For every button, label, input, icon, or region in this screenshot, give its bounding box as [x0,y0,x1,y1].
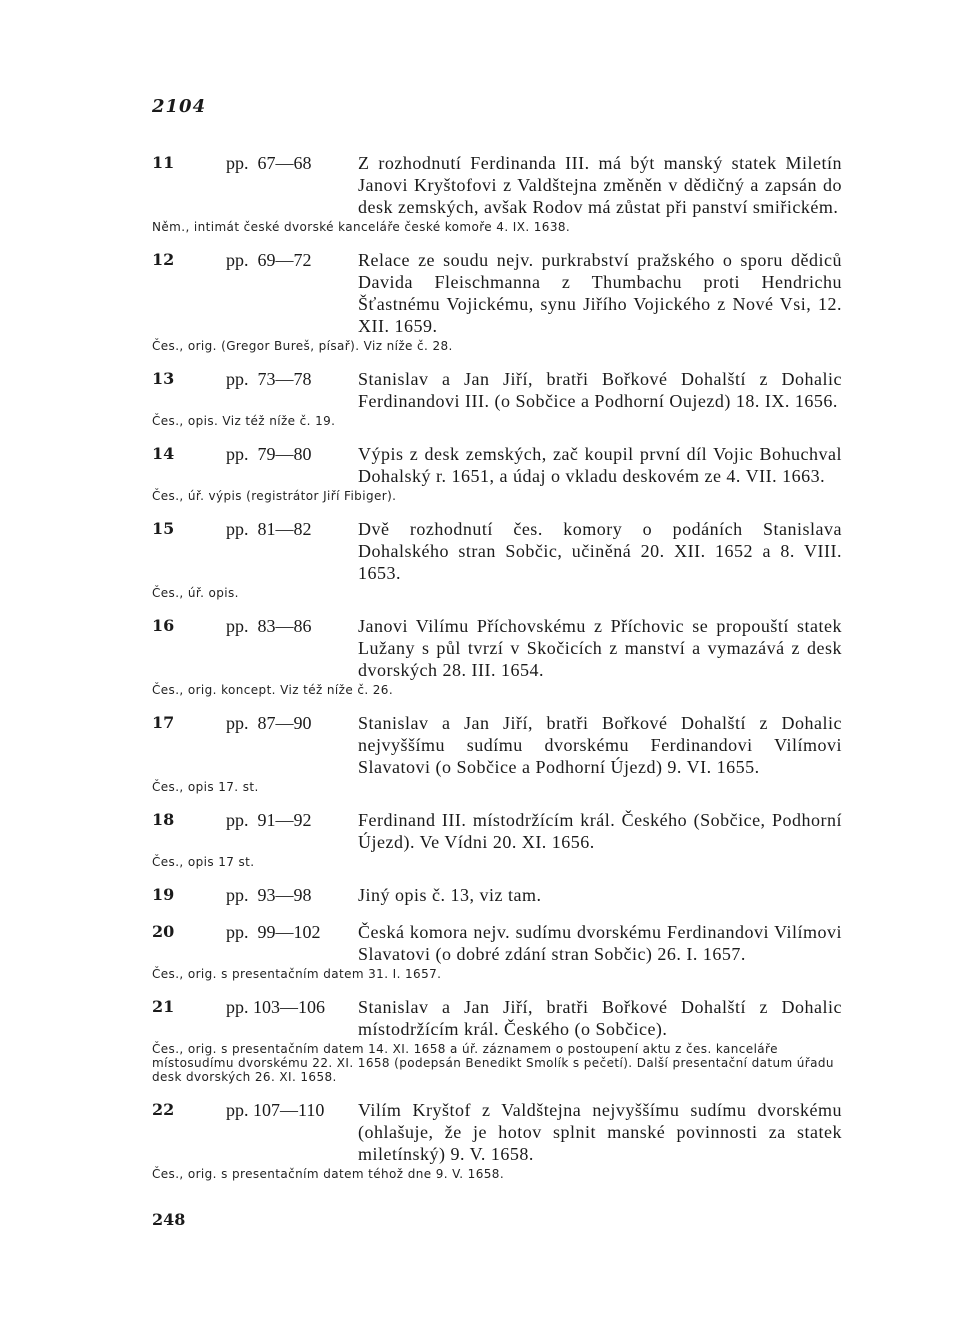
catalog-entry [152,518,842,600]
catalog-entry [152,443,842,503]
catalog-entry [152,368,842,428]
entry-source-note: Čes., opis 17. st. [152,780,259,794]
entry-pages: pp. 67—68 [226,153,312,173]
entry-row [152,712,842,778]
entry-number: 16 [152,616,175,635]
page-header-number: 2104 [152,96,207,117]
entry-pages: pp. 99—102 [226,922,321,942]
entry-row [152,443,842,487]
entry-description: Vilím Kryštof z Valdštejna nejvyššímu sudímu dvorskému (ohlašuje, že je hotov splnit manské povinnosti za statek miletínský) 9. V. 1658. [358,1100,842,1164]
entry-number: 13 [152,369,175,388]
entry-row [152,809,842,853]
catalog-entry [152,712,842,794]
entry-row [152,152,842,218]
entry-row [152,1099,842,1165]
entry-number: 12 [152,250,175,269]
entry-source-note: Čes., úř. opis. [152,586,239,600]
entry-source-note: Čes., opis 17 st. [152,855,255,869]
entry-pages: pp. 69—72 [226,250,312,270]
catalog-entry [152,884,842,906]
entry-description: Ferdinand III. místodržícím král. Českého (Sobčice, Podhorní Újezd). Ve Vídni 20. XI. 1656. [358,810,842,852]
catalog-entry [152,996,842,1084]
entry-pages: pp. 83—86 [226,616,312,636]
catalog-entry [152,1099,842,1181]
entry-pages: pp. 87—90 [226,713,312,733]
entry-number: 22 [152,1100,175,1119]
entry-pages: pp. 93—98 [226,885,312,905]
entry-source-note: Čes., orig. koncept. Viz též níže č. 26. [152,683,394,697]
entry-list [152,152,842,1196]
entry-pages: pp. 107—110 [226,1100,325,1120]
entry-description: Z rozhodnutí Ferdinanda III. má být manský statek Miletín Janovi Kryštofovi z Valdštejna změněn v dědičný a zapsán do desk zemských, avšak Rodov má zůstat při panství smiřickém. [358,153,842,217]
entry-number: 14 [152,444,175,463]
entry-row [152,615,842,681]
entry-source-note: Čes., orig. (Gregor Bureš, písař). Viz níže č. 28. [152,339,453,353]
entry-pages: pp. 91—92 [226,810,312,830]
entry-row [152,249,842,337]
page-footer-number: 248 [152,1210,186,1229]
entry-source-note: Čes., orig. s presentačním datem 31. I. 1657. [152,967,442,981]
entry-description: Jiný opis č. 13, viz tam. [358,885,542,905]
catalog-entry [152,249,842,353]
entry-row [152,884,842,906]
entry-description: Výpis z desk zemských, zač koupil první díl Vojic Bohuchval Dohalský r. 1651, a údaj o vkladu deskovém ze 4. VII. 1663. [358,444,842,486]
entry-row [152,996,842,1040]
entry-description: Stanislav a Jan Jiří, bratři Bořkové Dohalští z Dohalic nejvyššímu sudímu dvorskému Ferdinandovi Vilímovi Slavatovi (o Sobčice a Podhorní Újezd) 9. VI. 1655. [358,713,842,777]
catalog-entry [152,921,842,981]
entry-description: Česká komora nejv. sudímu dvorskému Ferdinandovi Vilímovi Slavatovi (o dobré zdání stran Sobčic) 26. I. 1657. [358,922,842,964]
catalog-entry [152,809,842,869]
catalog-entry [152,615,842,697]
entry-row [152,518,842,584]
entry-pages: pp. 73—78 [226,369,312,389]
entry-row [152,368,842,412]
entry-source-note: Čes., orig. s presentačním datem téhož dne 9. V. 1658. [152,1167,505,1181]
entry-number: 20 [152,922,175,941]
entry-number: 18 [152,810,175,829]
entry-number: 21 [152,997,175,1016]
entry-row [152,921,842,965]
entry-pages: pp. 103—106 [226,997,325,1017]
entry-number: 19 [152,885,175,904]
entry-description: Relace ze soudu nejv. purkrabství pražského o sporu dědiců Davida Fleischmanna z Thumbachu proti Hendrichu Šťastnému Vojickému, synu Jiřího Vojického z Nové Vsi, 12. XII. 1659. [358,250,842,336]
entry-number: 11 [152,153,175,172]
entry-pages: pp. 79—80 [226,444,312,464]
entry-description: Stanislav a Jan Jiří, bratři Bořkové Dohalští z Dohalic místodržícím král. Českého (o Sobčice). [358,997,842,1039]
entry-description: Dvě rozhodnutí čes. komory o podáních Stanislava Dohalského stran Sobčic, učiněná 20. XII. 1652 a 8. VIII. 1653. [358,519,842,583]
entry-source-note: Čes., opis. Viz též níže č. 19. [152,414,336,428]
entry-number: 17 [152,713,175,732]
entry-description: Stanislav a Jan Jiří, bratři Bořkové Dohalští z Dohalic Ferdinandovi III. (o Sobčice a Podhorní Oujezd) 18. IX. 1656. [358,369,842,411]
entry-number: 15 [152,519,175,538]
entry-source-note: Čes., orig. s presentačním datem 14. XI. 1658 a úř. záznamem o postoupení aktu z čes. kanceláře místosudímu dvorskému 22. XI. 1658 (podepsán Benedikt Smolík s pečetí). Další presentační datum úřadu desk dvorských 26. XI. 1658. [152,1042,834,1084]
catalog-entry [152,152,842,234]
entry-source-note: Něm., intimát české dvorské kanceláře české komoře 4. IX. 1638. [152,220,571,234]
entry-pages: pp. 81—82 [226,519,312,539]
entry-description: Janovi Vilímu Příchovskému z Příchovic se propouští statek Lužany s půl tvrzí v Skočicích z manství a vymazává z desk dvorských 28. III. 1654. [358,616,842,680]
entry-source-note: Čes., úř. výpis (registrátor Jiří Fibiger). [152,489,397,503]
